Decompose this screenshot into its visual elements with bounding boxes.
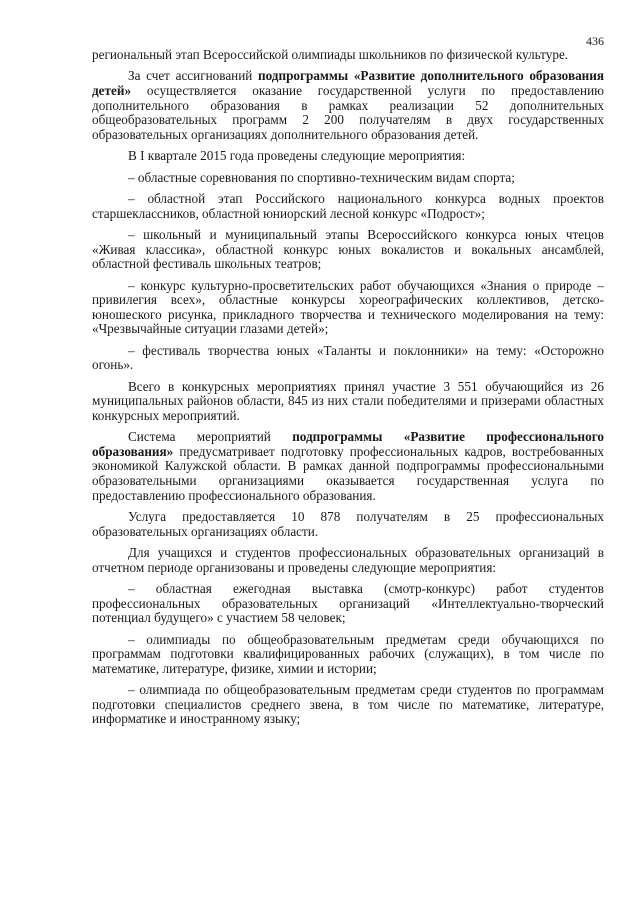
list-item-text: – областной этап Российского национального конкурса водных проектов старшеклассников, областной юниорский лесной конкурс «Подрост»;	[92, 190, 604, 221]
list-item-text: – школьный и муниципальный этапы Всероссийского конкурса юных чтецов «Живая классика», областной конкурс юных вокалистов и вокальных ансамблей, областной фестиваль школьных театров;	[92, 226, 604, 272]
paragraph-text: региональный этап Всероссийской олимпиады школьников по физической культуре.	[92, 47, 569, 62]
list-item	[92, 171, 604, 186]
paragraph-text-post: предусматривает подготовку профессиональных кадров, востребованных экономикой Калужской области. В рамках данной подпрограммы профессиональными образовательными организациями оказывается государственная услуга по предоставлению профессионального образования.	[92, 443, 604, 503]
list-item-text: – конкурс культурно-просветительских работ обучающихся «Знания о природе – привилегия всех», областные конкурсы хореографических коллективов, детско-юношеского рисунка, прикладного творчества и технического моделирования на тему: «Чрезвычайные ситуации глазами детей»;	[92, 277, 604, 337]
paragraph	[92, 430, 604, 503]
list-item-text: – олимпиады по общеобразовательным предметам среди обучающихся по программам подготовки квалифицированных рабочих (служащих), в том числе по математике, литературе, физике, химии и истории;	[92, 631, 604, 676]
list-item-text: – областные соревнования по спортивно-техническим видам спорта;	[128, 169, 515, 185]
page-number: 436	[586, 34, 604, 48]
paragraph-text-pre: Система мероприятий	[128, 429, 293, 445]
paragraph	[92, 510, 604, 539]
subprogram-title: подпрограммы «Развитие дополнительного образования детей»	[92, 68, 604, 98]
list-item-text: – фестиваль творчества юных «Таланты и поклонники» на тему: «Осторожно огонь».	[92, 342, 604, 373]
paragraph	[92, 149, 604, 164]
paragraph	[92, 546, 604, 575]
list-item	[92, 582, 604, 626]
list-item	[92, 279, 604, 337]
paragraph-text-post: осуществляется оказание государственной услуги по предоставлению дополнительного образования в рамках реализации 52 дополнительных общеобразовательных программ 2 200 получателям в двух государственных образовательных организациях дополнительного образования детей.	[92, 82, 604, 142]
list-item	[92, 633, 604, 677]
paragraph-text: Услуга предоставляется 10 878 получателям в 25 профессиональных образовательных организациях области.	[92, 509, 604, 539]
document-body	[92, 48, 604, 734]
paragraph	[92, 380, 604, 424]
list-item-text: – областная ежегодная выставка (смотр-конкурс) работ студентов профессиональных образовательных организаций «Интеллектуально-творческий потенциал будущего» с участием 58 человек;	[92, 580, 604, 626]
list-item	[92, 683, 604, 727]
paragraph-text-pre: За счет ассигнований	[128, 68, 258, 84]
subprogram-title: подпрограммы «Развитие профессионального образования»	[92, 429, 604, 459]
list-item	[92, 344, 604, 373]
paragraph	[92, 48, 604, 63]
paragraph-text: В I квартале 2015 года проведены следующие мероприятия:	[128, 148, 466, 164]
paragraph	[92, 69, 604, 142]
paragraph-text: Для учащихся и студентов профессиональных образовательных организаций в отчетном периоде организованы и проведены следующие мероприятия:	[92, 544, 604, 575]
paragraph-text: Всего в конкурсных мероприятиях принял участие 3 551 обучающийся из 26 муниципальных районов области, 845 из них стали победителями и призерами областных конкурсных мероприятий.	[92, 378, 604, 423]
list-item	[92, 192, 604, 221]
list-item-text: – олимпиада по общеобразовательным предметам среди студентов по программам подготовки специалистов среднего звена, в том числе по математике, литературе, информатике и иностранному языку;	[92, 682, 604, 727]
list-item	[92, 228, 604, 272]
